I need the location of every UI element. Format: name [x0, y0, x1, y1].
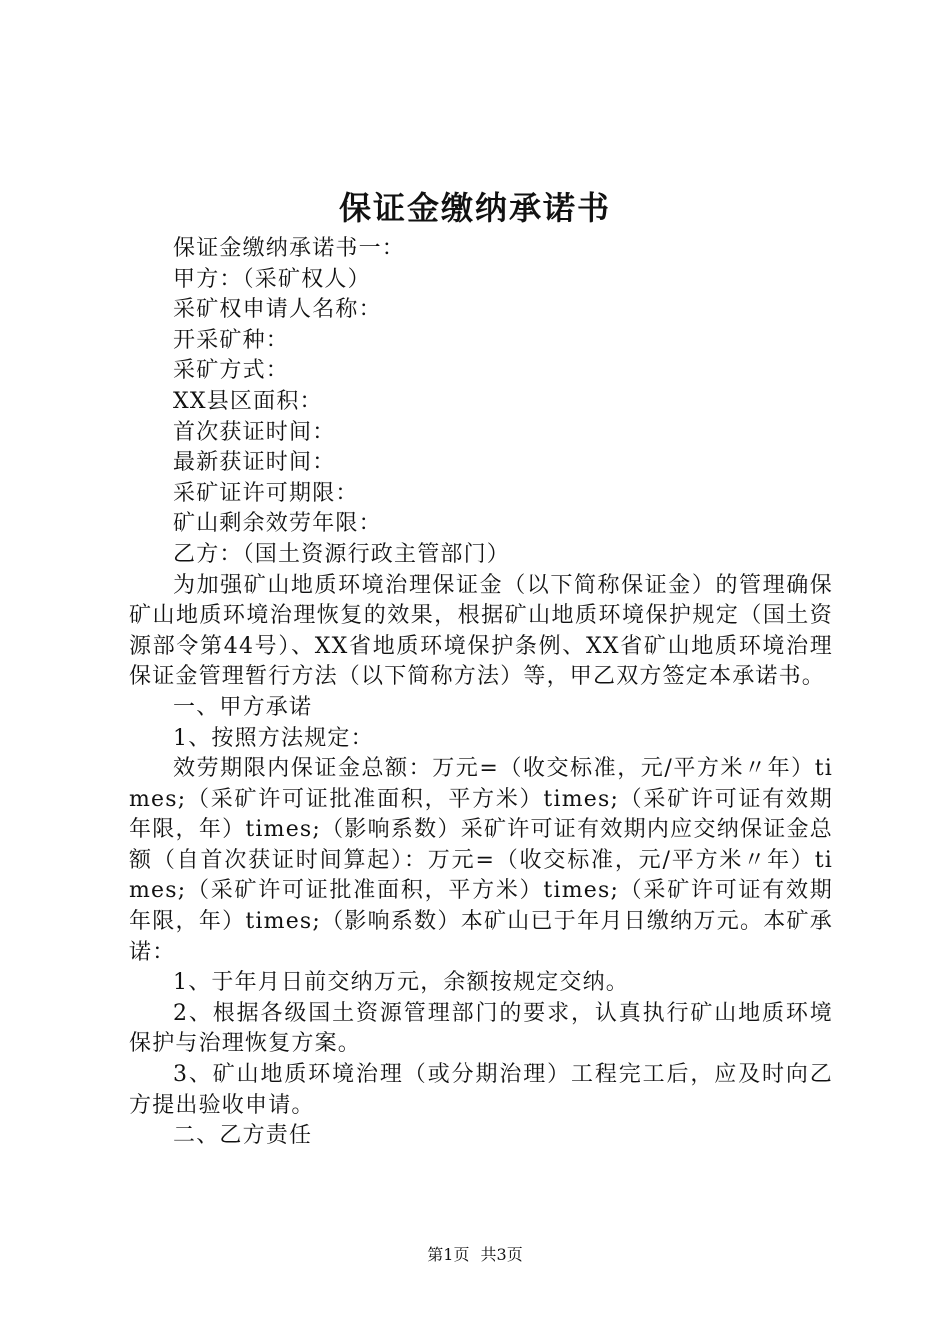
paragraph: 保证金缴纳承诺书一： — [173, 236, 406, 261]
section-heading: 二、乙方责任 — [173, 1123, 313, 1149]
page-number: 第1页 — [427, 1245, 470, 1264]
page-total: 共3页 — [480, 1245, 523, 1264]
paragraph: 采矿权申请人名称： — [173, 297, 382, 323]
paragraph: 3、矿山地质环境治理（或分期治理）工程完工后，应及时向乙方提出验收申请。 — [129, 1062, 833, 1118]
document-title: 保证金缴纳承诺书 — [338, 189, 611, 227]
paragraph: 1、于年月日前交纳万元，余额按规定交纳。 — [173, 970, 629, 996]
paragraph: 2、根据各级国土资源管理部门的要求，认真执行矿山地质环境保护与治理恢复方案。 — [129, 1000, 833, 1057]
paragraph: 采矿方式： — [173, 358, 290, 384]
paragraph: 开采矿种： — [173, 327, 290, 353]
paragraph: XX县区面积： — [173, 388, 323, 414]
paragraph: 效劳期限内保证金总额：万元=（收交标准，元/平方米〃年）times;（采矿许可证批准面积，平方米）times;（采矿许可证有效期年限，年）times;（影响系数）采矿许可证有效期内应交纳保证金总额（自首次获证时间算起）：万元=（收交标准，元/平方米〃年）times;（采矿许可证批准面积，平方米）times;（采矿许可证有效期年限，年）times;（影响系数）本矿山已于年月日缴纳万元。本矿承诺： — [129, 756, 833, 965]
paragraph: 1、按照方法规定： — [173, 725, 374, 751]
paragraph: 乙方：（国土资源行政主管部门） — [173, 541, 511, 567]
paragraph: 为加强矿山地质环境治理保证金（以下简称保证金）的管理确保矿山地质环境治理恢复的效果，根据矿山地质环境保护规定（国土资源部令第44号）、XX省地质环境保护条例、XX省矿山地质环境治理保证金管理暂行方法（以下简称方法）等，甲乙双方签定本承诺书。 — [129, 572, 833, 690]
paragraph: 采矿证许可期限： — [173, 480, 359, 506]
document-body — [129, 234, 833, 1152]
paragraph: 矿山剩余效劳年限： — [173, 511, 382, 537]
section-heading: 一、甲方承诺 — [173, 694, 313, 720]
paragraph: 最新获证时间： — [173, 450, 336, 476]
paragraph: 首次获证时间： — [173, 419, 336, 445]
paragraph: 甲方：（采矿权人） — [173, 266, 371, 292]
page-footer — [0, 1244, 950, 1266]
